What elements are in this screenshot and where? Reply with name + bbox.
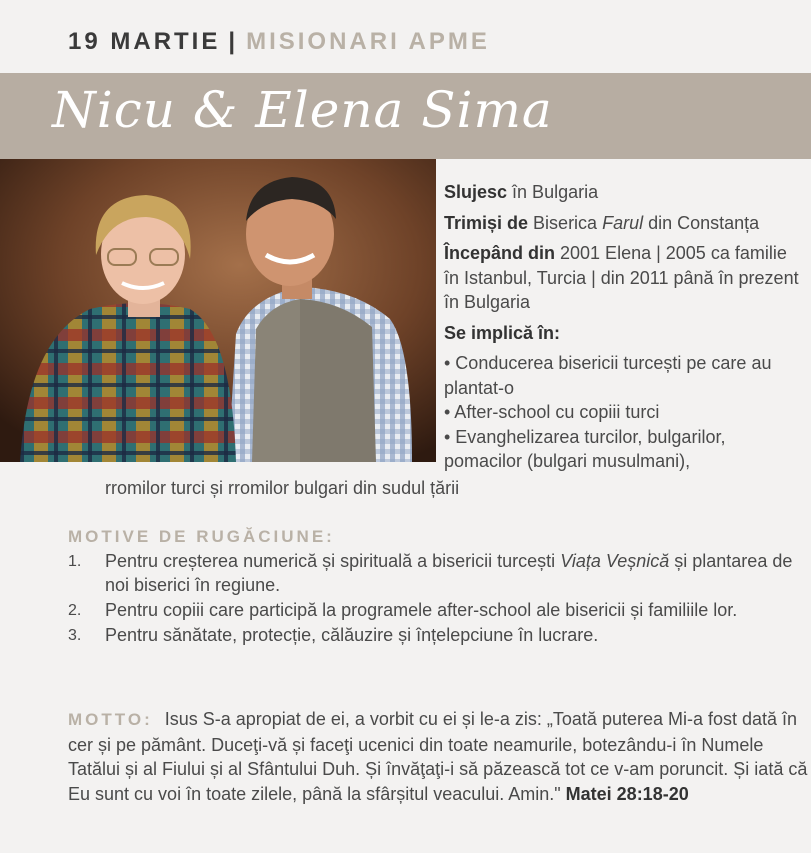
list-item: • Conducerea bisericii turcești pe care au plantat-o — [444, 353, 772, 398]
prayer-item-number: 3. — [68, 627, 82, 644]
prayer-item-text: Pentru sănătate, protecție, călăuzire și înțelepciune în lucrare. — [105, 625, 599, 645]
missionary-info — [444, 180, 806, 474]
prayer-item — [68, 549, 798, 597]
serve-text: în Bulgaria — [507, 182, 599, 202]
since-text: 2001 Elena | 2005 ca familie în Istanbul, Turcia | din 2011 până în prezent în Bulgaria — [444, 243, 799, 312]
motto-section — [68, 707, 808, 806]
missionary-photo — [0, 159, 436, 462]
prayer-section — [68, 527, 798, 648]
header-date: 19 MARTIE — [68, 28, 221, 55]
motto-text: Isus S-a apropiat de ei, a vorbit cu ei și le-a zis: „Toată puterea Mi-a fost dată în cer și pe pământ. Duceţi-vă și faceţi ucenici din toate neamurile, botezându-i în Numele Tatălui și al Fiului și al Sfântului Duh. Și învăţaţi-i să păzească tot ce v-am poruncit. Și iată că Eu sunt cu voi în toate zilele, până la sfârșitul veacului. Amin." — [68, 709, 808, 804]
sent-label: Trimiși de — [444, 212, 529, 233]
list-item: • After-school cu copiii turci — [444, 402, 660, 422]
list-item-continuation: rromilor turci și rromilor bulgari din sudul țării — [105, 478, 460, 498]
header-category: MISIONARI APME — [246, 28, 490, 55]
involved-line — [444, 321, 806, 346]
since-line — [444, 241, 806, 315]
sent-text-b: din Constanța — [643, 212, 760, 233]
involved-label: Se implică în: — [444, 322, 561, 343]
title-banner — [0, 73, 811, 159]
prayer-item-text-end: și plantarea de noi biserici în regiune. — [105, 551, 793, 595]
prayer-item-number: 1. — [68, 553, 82, 570]
list-item: • Evanghelizarea turcilor, bulgarilor, pomacilor (bulgari musulmani), — [444, 426, 726, 471]
involvement-list — [444, 351, 806, 474]
sent-church: Farul — [602, 212, 644, 233]
motto-heading: MOTTO: — [68, 710, 153, 729]
church-name: Viața Veșnică — [560, 551, 670, 571]
since-label: Începând din — [444, 243, 556, 263]
prayer-item-number: 2. — [68, 602, 82, 619]
header-separator: | — [228, 28, 239, 55]
sent-line — [444, 211, 806, 236]
prayer-heading: MOTIVE DE RUGĂCIUNE: — [68, 527, 335, 546]
serve-label: Slujesc — [444, 182, 508, 202]
page-header — [68, 28, 490, 56]
serve-line — [444, 180, 806, 205]
page-title: Nicu & Elena Sima — [52, 81, 553, 139]
prayer-item-text: Pentru copiii care participă la programele after-school ale bisericii și familiile lor. — [105, 600, 738, 620]
prayer-item — [68, 623, 798, 647]
motto-reference: Matei 28:18-20 — [565, 783, 689, 804]
prayer-list — [68, 549, 798, 647]
couple-portrait-image — [0, 159, 436, 462]
prayer-item — [68, 598, 798, 622]
sent-text-a: Biserica — [528, 212, 603, 233]
prayer-item-text: Pentru creșterea numerică și spirituală a bisericii turcești — [105, 551, 561, 571]
